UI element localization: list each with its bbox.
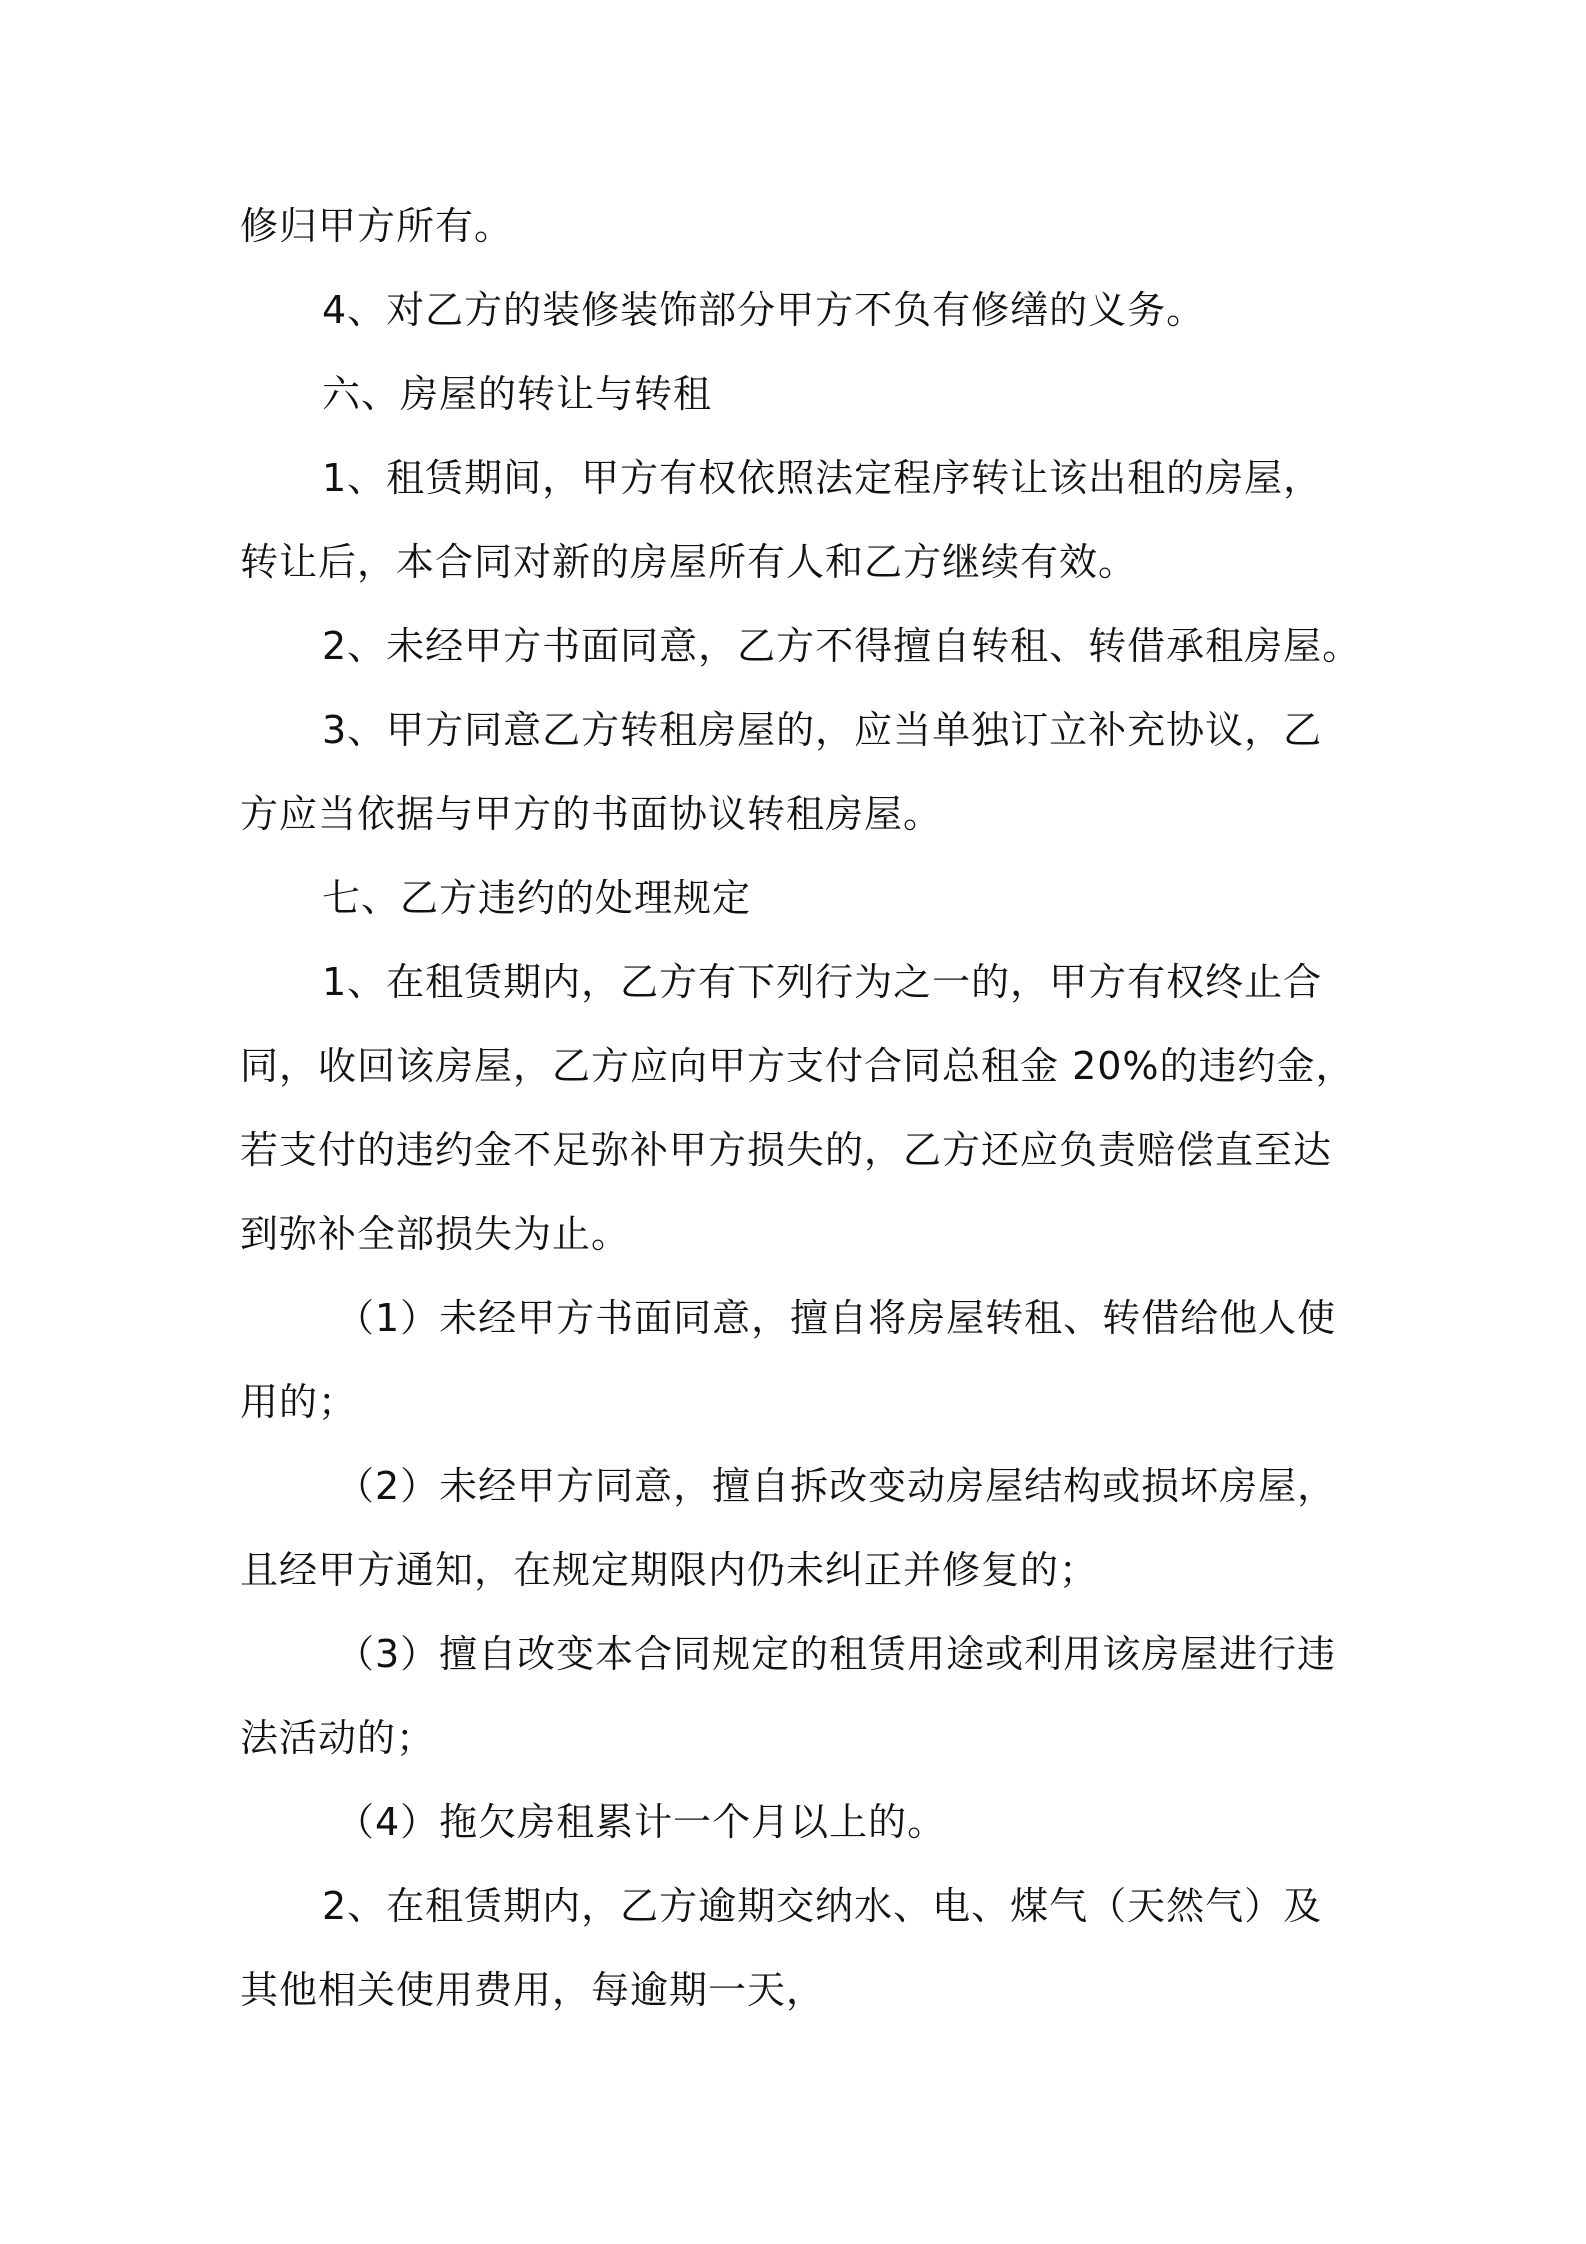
text-line: 且经甲方通知，在规定期限内仍未纠正并修复的； (240, 1548, 1099, 1592)
text-line: 4、对乙方的装修装饰部分甲方不负有修缮的义务。 (322, 288, 1206, 332)
text-line: 其他相关使用费用，每逾期一天， (240, 1968, 826, 2012)
text-line: 转让后，本合同对新的房屋所有人和乙方继续有效。 (240, 540, 1138, 584)
text-line: 用的； (240, 1380, 358, 1424)
text-line: 修归甲方所有。 (240, 204, 514, 248)
list-item: （1）未经甲方书面同意，擅自将房屋转租、转借给他人使 (336, 1296, 1337, 1340)
section-heading: 六、房屋的转让与转租 (322, 372, 713, 416)
text-line: 1、租赁期间，甲方有权依照法定程序转让该出租的房屋， (322, 456, 1323, 500)
text-line: 到弥补全部损失为止。 (240, 1212, 631, 1256)
list-item: （2）未经甲方同意，擅自拆改变动房屋结构或损坏房屋， (336, 1464, 1337, 1508)
text-line: 若支付的违约金不足弥补甲方损失的，乙方还应负责赔偿直至达 (240, 1128, 1333, 1172)
section-heading: 七、乙方违约的处理规定 (322, 876, 752, 920)
text-line: 法活动的； (240, 1716, 436, 1760)
text-line: 2、在租赁期内，乙方逾期交纳水、电、煤气（天然气）及 (322, 1884, 1323, 1928)
list-item: （4）拖欠房租累计一个月以上的。 (336, 1800, 947, 1844)
list-item: （3）擅自改变本合同规定的租赁用途或利用该房屋进行违 (336, 1632, 1337, 1676)
text-line: 方应当依据与甲方的书面协议转租房屋。 (240, 792, 943, 836)
text-line: 同，收回该房屋，乙方应向甲方支付合同总租金 20%的违约金， (240, 1044, 1355, 1088)
text-line: 1、在租赁期内，乙方有下列行为之一的，甲方有权终止合 (322, 960, 1323, 1004)
text-line: 3、甲方同意乙方转租房屋的，应当单独订立补充协议，乙 (322, 708, 1323, 752)
text-line: 2、未经甲方书面同意，乙方不得擅自转租、转借承租房屋。 (322, 624, 1362, 668)
